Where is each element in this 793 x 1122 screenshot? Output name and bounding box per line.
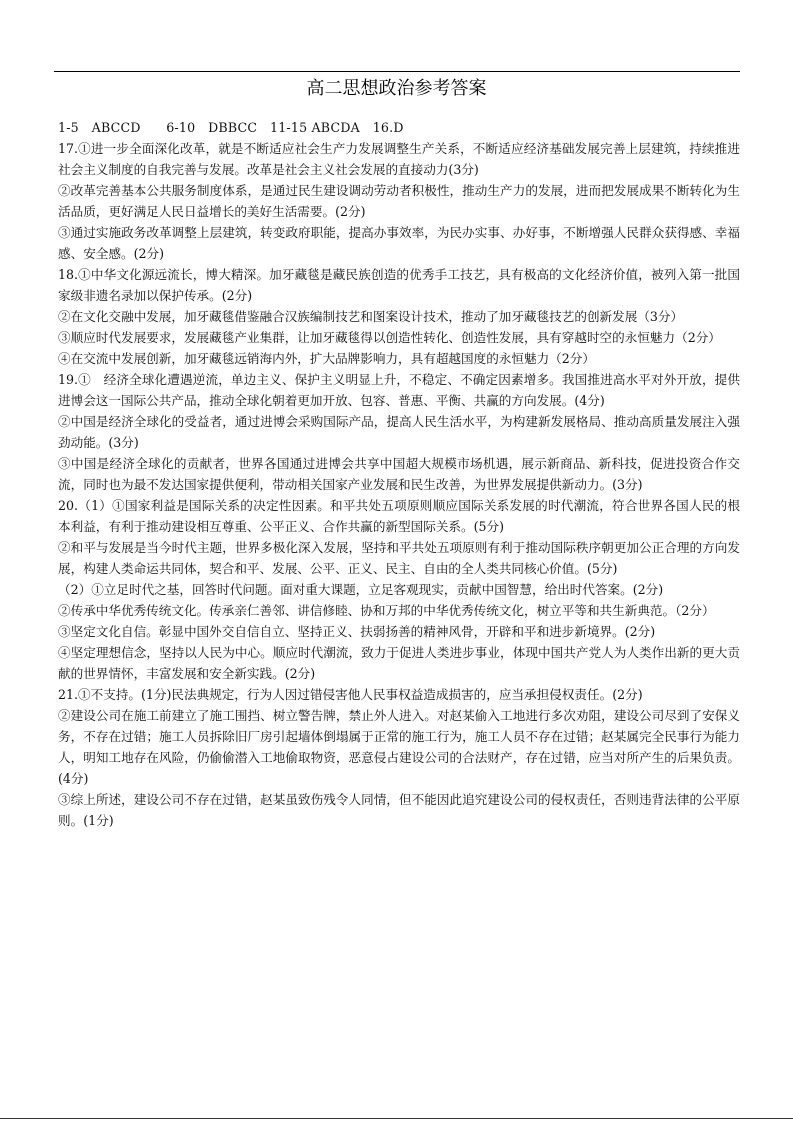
answer-19-point-3: ③中国是经济全球化的贡献者，世界各国通过进博会共享中国超大规模市场机遇，展示新商品、新科技，促进投资合作交流，同时也为最不发达国家提供便利，带动相关国家产业发展和民生改善，为世界发展提供新动力。(3分) <box>58 456 740 492</box>
answer-21-point-1: 21.①不支持。(1分)民法典规定，行为人因过错侵害他人民事权益造成损害的，应当承担侵权责任。(2分) <box>58 687 643 702</box>
answer-17-point-1: 17.①进一步全面深化改革，就是不断适应社会生产力发展调整生产关系，不断适应经济基础发展完善上层建筑，持续推进社会主义制度的自我完善与发展。改革是社会主义社会发展的直接动力(3分) <box>58 141 740 177</box>
answer-20-2-point-2: ②传承中华优秀传统文化。传承亲仁善邻、讲信修睦、协和万邦的中华优秀传统文化，树立平等和共生新典范。（2分） <box>58 603 715 618</box>
choice-answers-line: 1-5 ABCCD 6-10 DBBCC 11-15 ABCDA 16.D <box>58 120 404 135</box>
answer-19-point-1: 19.① 经济全球化遭遇逆流，单边主义、保护主义明显上升，不稳定、不确定因素增多。我国推进高水平对外开放，提供进博会这一国际公共产品，推动全球化朝着更加开放、包容、普惠、平衡、共赢的方向发展。(4分) <box>58 372 740 408</box>
answer-18-point-1: 18.①中华文化源远流长，博大精深。加牙藏毯是藏民族创造的优秀手工技艺，具有极高的文化经济价值，被列入第一批国家级非遗名录加以保护传承。(2分) <box>58 267 740 303</box>
answer-18-point-2: ②在文化交融中发展，加牙藏毯借鉴融合汉族编制技艺和图案设计技术，推动了加牙藏毯技艺的创新发展（3分） <box>58 309 684 324</box>
answer-17-point-2: ②改革完善基本公共服务制度体系，是通过民生建设调动劳动者积极性，推动生产力的发展，进而把发展成果不断转化为生活品质，更好满足人民日益增长的美好生活需要。(2分) <box>58 183 740 219</box>
answer-21-point-2: ②建设公司在施工前建立了施工围挡、树立警告牌，禁止外人进入。对赵某偷入工地进行多次劝阻，建设公司尽到了安保义务，不存在过错；施工人员拆除旧厂房引起墙体倒塌属于正常的施工行为，施工人员不存在过错；赵某属完全民事行为能力人，明知工地存在风险，仍偷偷潜入工地偷取物资，恶意侵占建设公司的合法财产，存在过错，应当对所产生的后果负责。(4分) <box>58 708 740 786</box>
header-rule <box>54 71 740 72</box>
answer-20-2-point-4: ④坚定理想信念，坚持以人民为中心。顺应时代潮流，致力于促进人类进步事业，体现中国共产党人为人类作出新的更大贡献的世界情怀，丰富发展和安全新实践。(2分) <box>58 645 740 681</box>
answer-body <box>58 117 740 831</box>
answer-19-point-2: ②中国是经济全球化的受益者，通过进博会采购国际产品，提高人民生活水平，为构建新发展格局、推动高质量发展注入强劲动能。(3分) <box>58 414 740 450</box>
answer-21-point-3: ③综上所述，建设公司不存在过错，赵某虽致伤残令人同情，但不能因此追究建设公司的侵权责任，否则违背法律的公平原则。(1分) <box>58 792 740 828</box>
footer-rule <box>0 1118 793 1119</box>
answer-20-2-point-1: （2）①立足时代之基，回答时代问题。面对重大课题，立足客观现实，贡献中国智慧，给出时代答案。(2分) <box>58 582 664 597</box>
answer-20-1-point-2: ②和平与发展是当今时代主题，世界多极化深入发展，坚持和平共处五项原则有利于推动国际秩序朝更加公正合理的方向发展，构建人类命运共同体，契合和平、发展、公平、正义、民主、自由的全人类共同核心价值。(5分) <box>58 540 740 576</box>
answer-18-point-4: ④在交流中发展创新，加牙藏毯远销海内外，扩大品牌影响力，具有超越国度的永恒魅力（2分） <box>58 351 595 366</box>
answer-20-2-point-3: ③坚定文化自信。彰显中国外交自信自立、坚持正义、扶弱扬善的精神风骨，开辟和平和进步新境界。(2分) <box>58 624 656 639</box>
page-title: 高二思想政治参考答案 <box>306 78 487 99</box>
answer-20-1-point-1: 20.（1）①国家利益是国际关系的决定性因素。和平共处五项原则顺应国际关系发展的时代潮流，符合世界各国人民的根本利益，有利于推动建设相互尊重、公平正义、合作共赢的新型国际关系。(5分) <box>58 498 740 534</box>
answer-18-point-3: ③顺应时代发展要求，发展藏毯产业集群，让加牙藏毯得以创造性转化、创造性发展，具有穿越时空的永恒魅力（2分） <box>58 330 721 345</box>
answer-17-point-3: ③通过实施政务改革调整上层建筑，转变政府职能，提高办事效率，为民办实事、办好事，不断增强人民群众获得感、幸福感、安全感。(2分) <box>58 225 740 261</box>
